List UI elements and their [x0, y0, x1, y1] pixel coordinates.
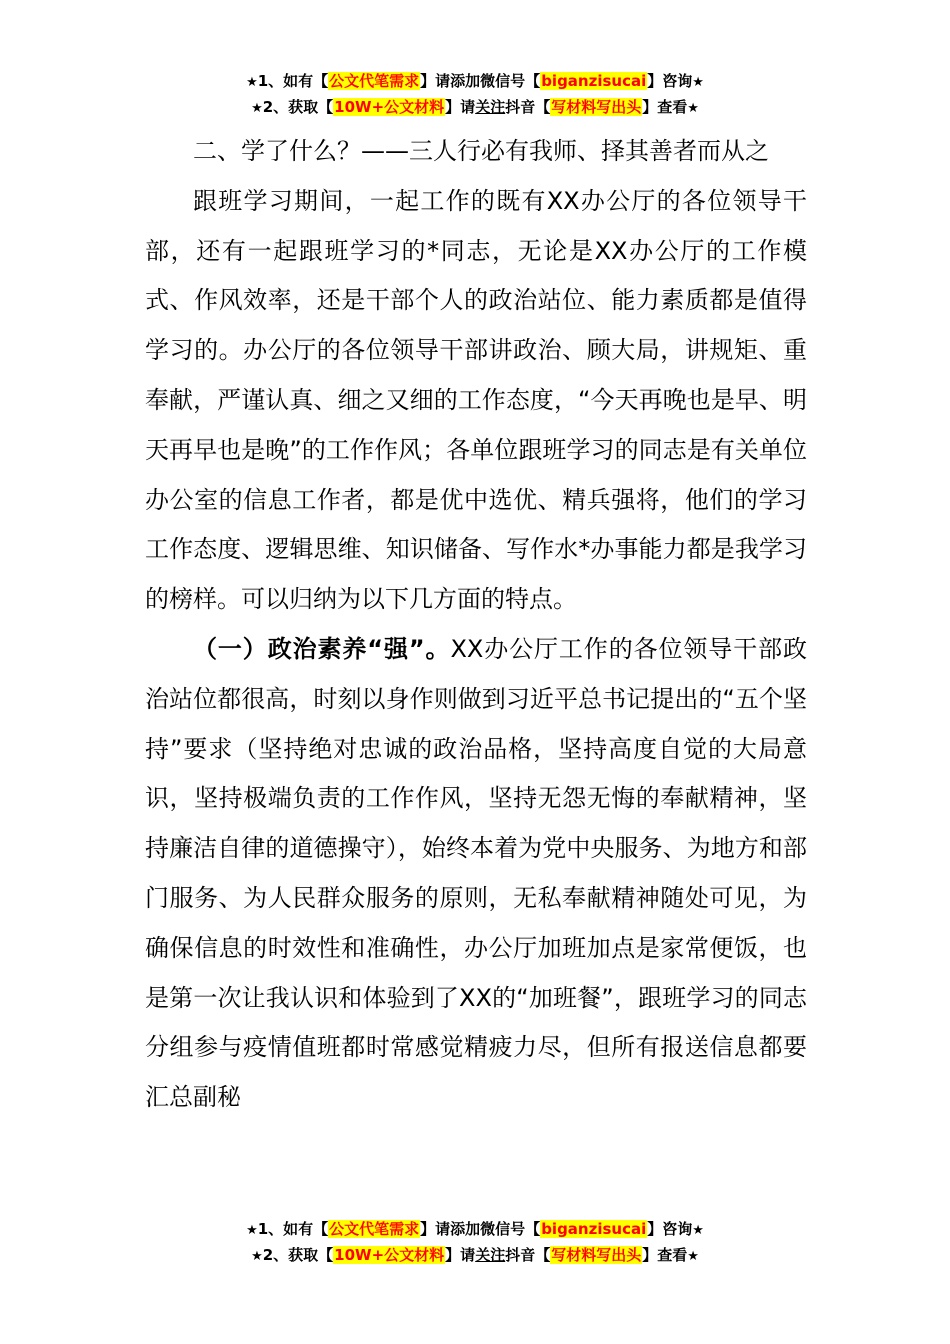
star-icon: ★ — [687, 101, 699, 116]
banner-text: 】查看 — [642, 98, 688, 116]
banner-text: 】咨询 — [647, 1220, 693, 1238]
section-heading: 二、学了什么？——三人行必有我师、择其善者而从之 — [193, 137, 769, 165]
banner-text: 抖音【 — [505, 1246, 551, 1264]
banner-text: 2、获取【 — [262, 1246, 334, 1264]
banner-text: 1、如有【 — [257, 72, 329, 90]
banner-text: 】请 — [445, 1246, 476, 1264]
banner-underlined-text: 关注 — [475, 1246, 506, 1264]
banner-text: 】请添加微信号【 — [420, 1220, 541, 1238]
highlight-materials: 10W+公文材料 — [334, 1246, 445, 1264]
star-icon: ★ — [687, 1249, 699, 1264]
banner-text: 】咨询 — [647, 72, 693, 90]
star-icon: ★ — [246, 75, 258, 90]
banner-line-1 — [0, 1217, 950, 1243]
star-icon: ★ — [251, 1249, 263, 1264]
paragraph: 跟班学习期间，一起工作的既有XX办公厅的各位领导干部，还有一起跟班学习的*同志，无论是XX办公厅的工作模式、作风效率，还是干部个人的政治站位、能力素质都是值得学习的。办公厅的各位领导干部讲政治、顾大局，讲规矩、重奉献，严谨认真、细之又细的工作态度，“今天再晚也是早、明天再早也是晚”的工作作风；各单位跟班学习的同志是有关单位办公室的信息工作者，都是优中选优、精兵强将，他们的学习工作态度、逻辑思维、知识储备、写作水*办事能力都是我学习的榜样。可以归纳为以下几方面的特点。 — [145, 186, 807, 614]
banner-text: 】查看 — [642, 1246, 688, 1264]
star-icon: ★ — [251, 101, 263, 116]
highlight-wechat-id: biganzisucai — [541, 1220, 647, 1238]
banner-line-2 — [0, 95, 950, 121]
highlight-douyin-account: 写材料写出头 — [551, 1246, 642, 1264]
banner-line-1 — [0, 69, 950, 95]
top-banner — [0, 69, 950, 121]
banner-line-2 — [0, 1243, 950, 1269]
banner-text: 】请添加微信号【 — [420, 72, 541, 90]
banner-text: 】请 — [445, 98, 476, 116]
highlight-service: 公文代笔需求 — [329, 1220, 420, 1238]
highlight-douyin-account: 写材料写出头 — [551, 98, 642, 116]
subsection-title: （一）政治素养“强”。 — [193, 634, 451, 663]
paragraph-text: XX办公厅工作的各位领导干部政治站位都很高，时刻以身作则做到习近平总书记提出的“五个坚持”要求（坚持绝对忠诚的政治品格，坚持高度自觉的大局意识，坚持极端负责的工作作风，坚持无怨无悔的奉献精神，坚持廉洁自律的道德操守），始终本着为党中央服务、为地方和部门服务、为人民群众服务的原则，无私奉献精神随处可见，为确保信息的时效性和准确性，办公厅加班加点是家常便饭，也是第一次让我认识和体验到了XX的“加班餐”，跟班学习的同志分组参与疫情值班都时常感觉精疲力尽，但所有报送信息都要汇总副秘 — [145, 634, 807, 1112]
banner-text: 1、如有【 — [257, 1220, 329, 1238]
banner-underlined-text: 关注 — [475, 98, 506, 116]
highlight-service: 公文代笔需求 — [329, 72, 420, 90]
banner-text: 2、获取【 — [262, 98, 334, 116]
star-icon: ★ — [692, 1223, 704, 1238]
banner-text: 抖音【 — [505, 98, 551, 116]
highlight-materials: 10W+公文材料 — [334, 98, 445, 116]
paragraph — [145, 625, 807, 1123]
highlight-wechat-id: biganzisucai — [541, 72, 647, 90]
bottom-banner — [0, 1217, 950, 1269]
star-icon: ★ — [246, 1223, 258, 1238]
star-icon: ★ — [692, 75, 704, 90]
document-body — [145, 127, 807, 1123]
